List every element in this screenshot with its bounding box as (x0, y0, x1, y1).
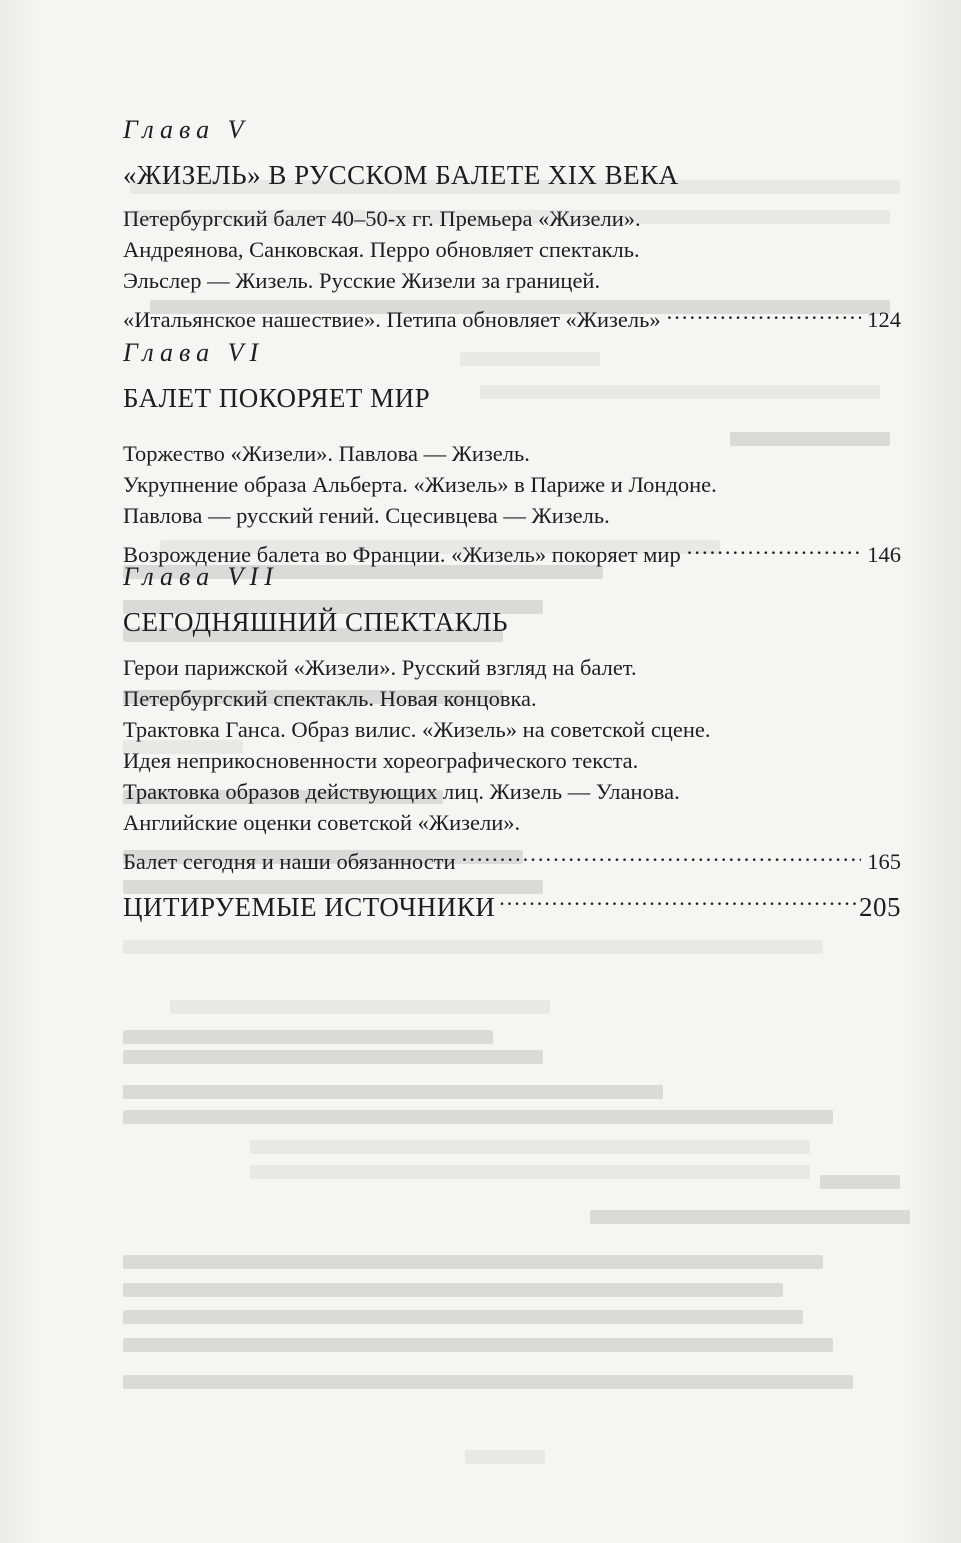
chapter-label: Глава V (123, 115, 250, 144)
chapter-6-entry (123, 336, 901, 567)
chapter-label: Глава VII (123, 562, 279, 591)
contents-line-with-page (123, 296, 901, 332)
contents-line (123, 500, 901, 531)
chapter-label: Глава VI (123, 338, 265, 367)
contents-line (123, 714, 901, 745)
contents-text: Английские оценки советской «Жизели». (123, 810, 521, 835)
contents-line-with-page (123, 838, 901, 874)
chapter-title: СЕГОДНЯШНИЙ СПЕКТАКЛЬ (123, 607, 508, 637)
contents-text: Укрупнение образа Альберта. «Жизель» в Париже и Лондоне. (123, 472, 717, 497)
contents-text: Андреянова, Санковская. Перро обновляет спектакль. (123, 237, 640, 262)
chapter-7-entry (123, 560, 901, 874)
chapter-contents (123, 203, 901, 332)
contents-line (123, 203, 901, 234)
contents-line (123, 683, 901, 714)
contents-text: Идея неприкосновенности хореографического текста. (123, 748, 639, 773)
contents-line (123, 745, 901, 776)
dot-leader (687, 531, 862, 562)
contents-text: Эльслер — Жизель. Русские Жизели за границей. (123, 268, 601, 293)
contents-line (123, 807, 901, 838)
sources-title: ЦИТИРУЕМЫЕ ИСТОЧНИКИ (123, 892, 496, 922)
contents-line (123, 652, 901, 683)
dot-leader (462, 838, 862, 869)
page-number: 165 (867, 849, 901, 874)
contents-line-with-page (123, 531, 901, 567)
contents-text: Павлова — русский гений. Сцесивцева — Жизель. (123, 503, 610, 528)
contents-line (123, 265, 901, 296)
chapter-contents (123, 652, 901, 874)
contents-line (123, 234, 901, 265)
page-number: 124 (867, 307, 901, 332)
dot-leader (667, 296, 862, 327)
page-number: 146 (867, 542, 901, 567)
contents-text: Трактовка образов действующих лиц. Жизель — Уланова. (123, 779, 680, 804)
contents-line (123, 776, 901, 807)
contents-text: Трактовка Ганса. Образ вилис. «Жизель» на советской сцене. (123, 717, 711, 742)
contents-text: Торжество «Жизели». Павлова — Жизель. (123, 441, 530, 466)
contents-text: Петербургский спектакль. Новая концовка. (123, 686, 537, 711)
contents-line (123, 469, 901, 500)
contents-text: Герои парижской «Жизели». Русский взгляд на балет. (123, 655, 637, 680)
chapter-5-entry (123, 113, 901, 332)
chapter-title: БАЛЕТ ПОКОРЯЕТ МИР (123, 383, 431, 413)
sources-entry (123, 880, 901, 922)
dot-leader (499, 880, 859, 916)
chapter-title: «ЖИЗЕЛЬ» В РУССКОМ БАЛЕТЕ XIX ВЕКА (123, 160, 679, 190)
contents-text: Петербургский балет 40–50-х гг. Премьера «Жизели». (123, 206, 641, 231)
contents-line (123, 438, 901, 469)
contents-text: Балет сегодня и наши обязанности (123, 849, 456, 874)
contents-text: Возрождение балета во Франции. «Жизель» покоряет мир (123, 542, 681, 567)
chapter-contents (123, 438, 901, 567)
contents-text: «Итальянское нашествие». Петипа обновляет «Жизель» (123, 307, 661, 332)
page-number: 205 (859, 892, 901, 922)
